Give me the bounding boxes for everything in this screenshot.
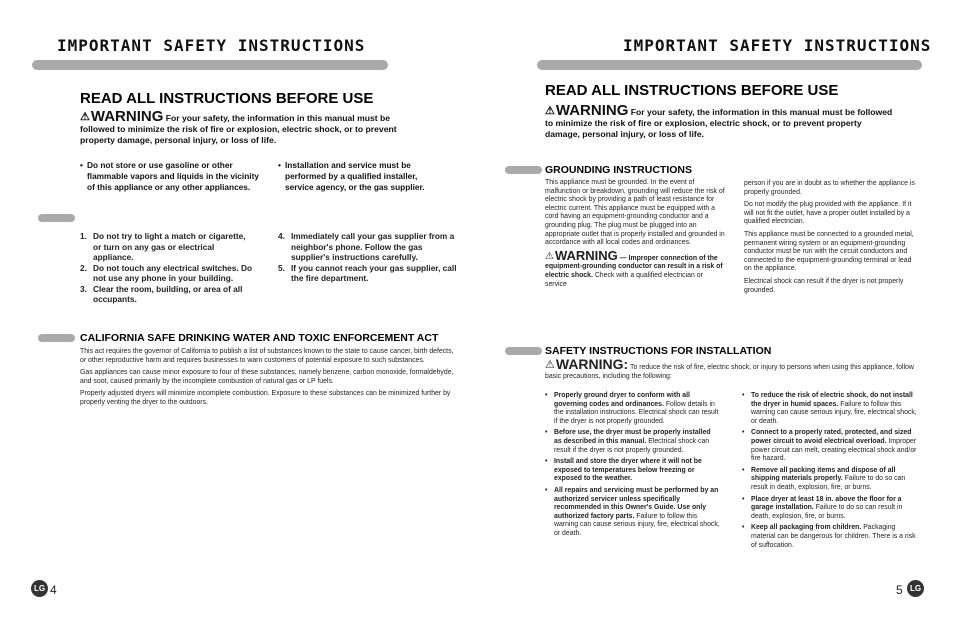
left-page-number: 4: [50, 583, 57, 597]
paragraph: Do not modify the plug provided with the appliance. If it will not fit the outlet, have a proper outlet installed by a qualified electrician.: [744, 201, 912, 226]
left-header-title: IMPORTANT SAFETY INSTRUCTIONS: [57, 36, 366, 55]
left-bullets-col2: [278, 160, 448, 192]
warning-triangle-icon: ⚠: [545, 105, 555, 117]
list-item: • Do not store or use gasoline or other flammable vapors and liquids in the vicinity of this appliance or any other appliances.: [80, 160, 259, 192]
left-numbered-col2: [278, 231, 458, 284]
paragraph: Electrical shock can result if the dryer is not properly grounded.: [744, 277, 904, 294]
install-col1: [545, 392, 720, 542]
warning-triangle-icon: ⚠: [545, 359, 555, 371]
right-warning-text: For your safety, the information in this manual must be followed to minimize the risk of fire or explosion, electric shock, or to prevent property damage, personal injury, or loss of life.: [545, 107, 893, 139]
install-warning: ⚠WARNING: To reduce the risk of fire, electric shock, or injury to persons when using this appliance, follow basic precautions, including the following:: [545, 356, 914, 380]
install-section-tab: [505, 347, 542, 355]
list-item: • Remove all packing items and dispose of all shipping materials properly. Failure to do so can result in death, explosion, fire, or burns.: [742, 467, 917, 493]
left-bullets-col1: [80, 160, 260, 192]
left-warning: [80, 108, 420, 146]
right-header-title: IMPORTANT SAFETY INSTRUCTIONS: [623, 36, 932, 55]
list-item: • To reduce the risk of electric shock, do not install the dryer in humid spaces. Failure to follow this warning can cause serious injury, fire, electrical shock, or death.: [742, 392, 917, 426]
lg-logo-icon: LG: [31, 580, 48, 597]
list-item: • Connect to a properly rated, protected, and sized power circuit to avoid electrical overload. Improper power circuit can melt, creating electrical shock and/or fire hazard.: [742, 429, 917, 463]
left-header-bar: [32, 60, 388, 70]
paragraph: This appliance must be grounded. In the event of malfunction or breakdown, grounding will reduce the risk of electric shock by providing a path of least resistance for electric current. This appliance must be equipped with a cord having an equipment-grounding conductor and a grounding plug. The plug must be plugged into an appropriate outlet that is properly installed and grounded in accordance with all local codes and ordinances.: [545, 179, 725, 247]
grounding-col1: [545, 179, 725, 289]
left-numbered-col1: [80, 231, 256, 305]
list-item: 5. If you cannot reach your gas supplier, call the fire department.: [278, 262, 457, 283]
right-page-number: 5: [896, 583, 903, 597]
left-warning-word: WARNING: [90, 108, 164, 125]
list-item: • Installation and service must be performed by a qualified installer, service agency, or the gas supplier.: [278, 160, 425, 192]
list-item: 2. Do not touch any electrical switches. Do not use any phone in your building.: [80, 262, 253, 283]
list-item: • Install and store the dryer where it will not be exposed to temperatures below freezing or exposed to the weather.: [545, 458, 720, 484]
install-col2: [742, 392, 917, 553]
left-section-tab: [38, 214, 75, 222]
right-warning: [545, 102, 895, 140]
right-header-bar: [537, 60, 922, 70]
paragraph: This appliance must be connected to a grounded metal, permanent wiring system or an equipment-grounding conductor must be run with the circuit conductors and connected to the equipment-grounding terminal or lead on the appliance.: [744, 230, 914, 273]
grounding-title: GROUNDING INSTRUCTIONS: [545, 164, 692, 176]
paragraph: Properly adjusted dryers will minimize incomplete combustion. Exposure to these substances can be minimized further by properly venting the dryer to the outdoors.: [80, 390, 451, 406]
list-item: • Keep all packaging from children. Packaging material can be dangerous for children. There is a risk of suffocation.: [742, 524, 917, 550]
left-warning-text: For your safety, the information in this manual must be followed to minimize the risk of fire or explosion, electric shock, or to prevent property damage, personal injury, or loss of life.: [80, 113, 397, 145]
paragraph: person if you are in doubt as to whether the appliance is properly grounded.: [744, 180, 915, 196]
california-section-tab: [38, 334, 75, 342]
list-item: 4. Immediately call your gas supplier from a neighbor's phone. Follow the gas supplier's instructions carefully.: [278, 231, 455, 262]
list-item: • Before use, the dryer must be properly installed as described in this manual. Electrical shock can result if the dryer is not properly grounded.: [545, 429, 720, 455]
california-title: CALIFORNIA SAFE DRINKING WATER AND TOXIC ENFORCEMENT ACT: [80, 332, 439, 344]
right-heading: READ ALL INSTRUCTIONS BEFORE USE: [545, 82, 839, 99]
warning-triangle-icon: ⚠: [545, 250, 554, 262]
left-heading: READ ALL INSTRUCTIONS BEFORE USE: [80, 90, 374, 107]
grounding-warning: ⚠WARNING — Improper connection of the equipment-grounding conductor can result in a risk of electric shock. Check with a qualified electrician or service: [545, 247, 723, 288]
california-body: [80, 348, 454, 412]
paragraph: This act requires the governor of California to publish a list of substances known to the state to cause cancer, birth defects, or other reproductive harm and requires businesses to warn customers of potential exposure to such substances.: [80, 348, 454, 364]
lg-logo-icon: LG: [907, 580, 924, 597]
right-warning-word: WARNING: [555, 102, 629, 119]
warning-triangle-icon: ⚠: [80, 111, 90, 123]
paragraph: Gas appliances can cause minor exposure to four of these substances, namely benzene, carbon monoxide, formaldehyde, and soot, caused primarily by the incomplete combustion of natural gas or LP fuels.: [80, 369, 454, 385]
grounding-section-tab: [505, 166, 542, 174]
list-item: • Properly ground dryer to conform with all governing codes and ordinances. Follow details in the installation instructions. Electrical shock can result if the dryer is not properly grounded.: [545, 392, 720, 426]
list-item: 3. Clear the room, building, or area of all occupants.: [80, 283, 243, 304]
list-item: 1. Do not try to light a match or cigarette, or turn on any gas or electrical appliance.: [80, 231, 246, 262]
install-title: SAFETY INSTRUCTIONS FOR INSTALLATION: [545, 345, 772, 357]
list-item: • All repairs and servicing must be performed by an authorized servicer unless specifically recommended in this Owner's Guide. Use only authorized factory parts. Failure to follow this warning can cause serious injury, fire, electrical shock, or death.: [545, 487, 720, 539]
list-item: • Place dryer at least 18 in. above the floor for a garage installation. Failure to do so can result in death, explosion, fire, or burns.: [742, 496, 917, 522]
grounding-col2: [744, 180, 916, 299]
